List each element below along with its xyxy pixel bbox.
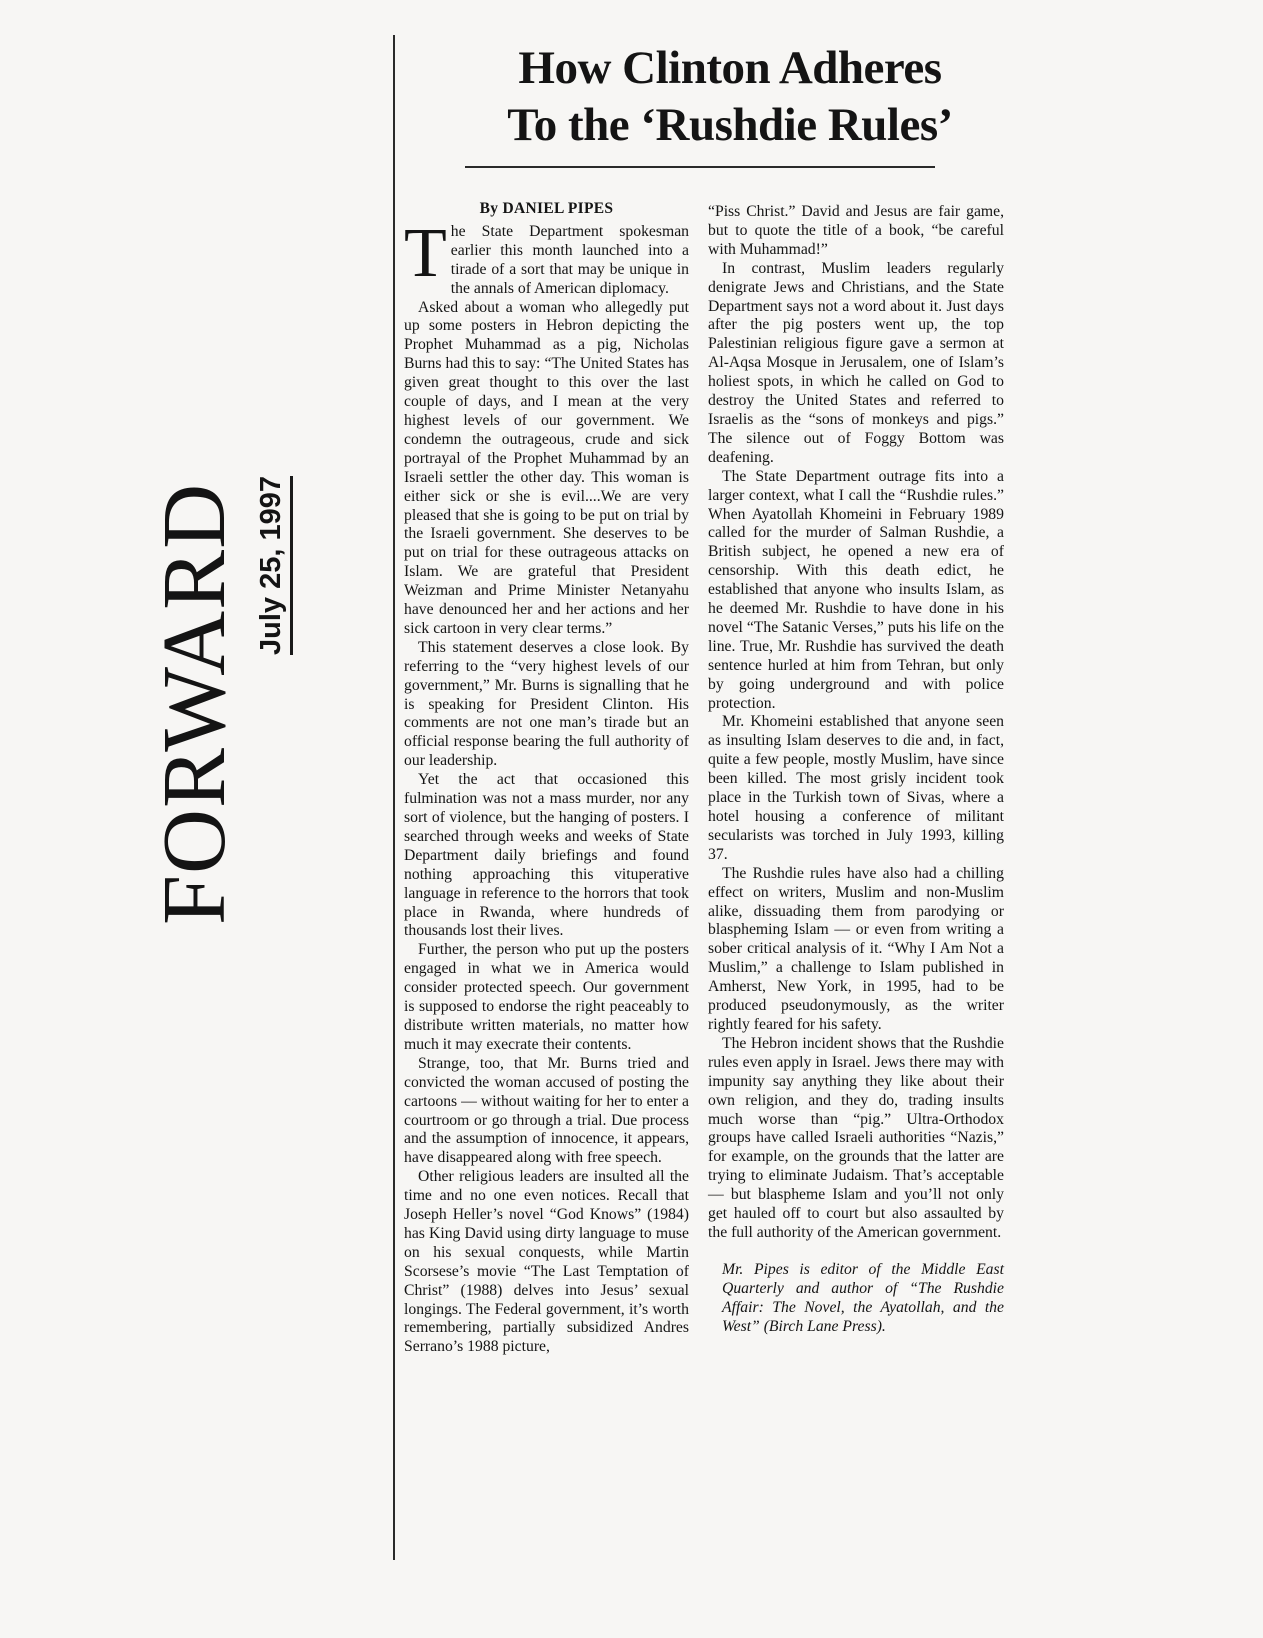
- paragraph: Further, the person who put up the posters engaged in what we in America would consider protected speech. Our government is supposed to endorse the right peaceably to distribute written materials, no matter how much it may execrate their contents.: [404, 941, 689, 1053]
- paragraph: Yet the act that occasioned this fulmination was not a mass murder, nor any sort of violence, but the hanging of posters. I searched through weeks and weeks of State Department daily briefings and found nothing approaching this vituperative language in reference to the horrors that took place in Rwanda, where hundreds of thousands lost their lives.: [404, 771, 689, 940]
- publication-name: FORWARD: [145, 482, 244, 925]
- headline-line-1: How Clinton Adheres: [518, 42, 942, 94]
- paragraph: The Hebron incident shows that the Rushdie rules even apply in Israel. Jews there may with impunity say anything they like about their own religion, and they do, trading insults much worse than “pig.” Ultra-Orthodox groups have called Israeli authorities “Nazis,” for example, on the grounds that the latter are trying to eliminate Judaism. That’s acceptable — but blaspheme Islam and you’ll not only get hauled off to court but also assaulted by the full authority of the American government.: [708, 1034, 1004, 1241]
- paragraph: The State Department spokesman earlier this month launched into a tirade of a sort that may be unique in the annals of American diplomacy.: [404, 214, 689, 297]
- publication-date: July 25, 1997: [255, 476, 293, 655]
- paragraph: Other religious leaders are insulted all the time and no one even notices. Recall that Joseph Heller’s novel “God Knows” (1984) has King David using dirty language to muse on his sexual conquests, while Martin Scorsese’s movie “The Last Temptation of Christ” (1988) delves into Jesus’ sexual longings. The Federal government, it’s worth remembering, partially subsidized Andres Serrano’s 1988 picture,: [404, 1168, 689, 1356]
- drop-cap: T: [404, 214, 447, 292]
- headline-line-2: To the ‘Rushdie Rules’: [507, 99, 953, 151]
- paragraph: Mr. Khomeini established that anyone seen as insulting Islam deserves to die and, in fact, quite a few people, mostly Muslim, have since been killed. The most grisly incident took place in the Turkish town of Sivas, where a hotel housing a conference of militant secularists was torched in July 1993, killing 37.: [708, 713, 1004, 863]
- column-divider-rule: [393, 35, 395, 1560]
- paragraph: Strange, too, that Mr. Burns tried and convicted the woman accused of posting the cartoons — without waiting for her to enter a courtroom or go through a trial. Due process and the assumption of innocence, it appears, have disappeared along with free speech.: [404, 1054, 689, 1167]
- masthead: [145, 476, 287, 925]
- article-column-1: [404, 200, 689, 1357]
- author-bio: Mr. Pipes is editor of the Middle East Quarterly and author of “The Rushdie Affair: The Novel, the Ayatollah, and the West” (Birch Lane Press).: [722, 1260, 1004, 1335]
- article-column-2: [708, 203, 1004, 1336]
- byline: By DANIEL PIPES: [479, 200, 614, 217]
- paragraph: The Rushdie rules have also had a chilling effect on writers, Muslim and non-Muslim alike, dissuading them from parodying or blaspheming Islam — or even from writing a sober critical analysis of it. “Why I Am Not a Muslim,” a challenge to Islam published in Amherst, New York, in 1995, had to be produced pseudonymously, as the writer rightly feared for his safety.: [708, 864, 1004, 1033]
- article-headline: [400, 40, 1060, 154]
- paragraph: The State Department outrage fits into a larger context, what I call the “Rushdie rules.” When Ayatollah Khomeini in February 1989 called for the murder of Salman Rushdie, a British subject, he opened a new era of censorship. With this death edict, he established that anyone who insults Islam, as he deemed Mr. Rushdie to have done in his novel “The Satanic Verses,” puts his life on the line. True, Mr. Rushdie has survived the death sentence hurled at him from Tehran, but only by going underground and with police protection.: [708, 467, 1004, 712]
- paragraph: “Piss Christ.” David and Jesus are fair game, but to quote the title of a book, “be careful with Muhammad!”: [708, 203, 1004, 258]
- paragraph: In contrast, Muslim leaders regularly denigrate Jews and Christians, and the State Department says not a word about it. Just days after the pig posters went up, the top Palestinian religious figure gave a sermon at Al-Aqsa Mosque in Jerusalem, one of Islam’s holiest spots, in which he called on God to destroy the United States and referred to Israelis as the “sons of monkeys and pigs.” The silence out of Foggy Bottom was deafening.: [708, 259, 1004, 466]
- paragraph: Asked about a woman who allegedly put up some posters in Hebron depicting the Prophet Muhammad as a pig, Nicholas Burns had this to say: “The United States has given great thought to this over the last couple of days, and I mean at the very highest levels of our government. We condemn the outrageous, crude and sick portrayal of the Prophet Muhammad by an Israeli settler the other day. This woman is either sick or she is evil....We are very pleased that she is going to be put on trial by the Israeli government. She deserves to be put on trial for these outrageous attacks on Islam. We are grateful that President Weizman and Prime Minister Netanyahu have denounced her and her actions and her sick cartoon in very clear terms.”: [404, 298, 689, 637]
- headline-rule: [465, 166, 935, 168]
- paragraph: This statement deserves a close look. By referring to the “very highest levels of our government,” Mr. Burns is signalling that he is speaking for President Clinton. His comments are not one man’s tirade but an official response bearing the full authority of our leadership.: [404, 638, 689, 770]
